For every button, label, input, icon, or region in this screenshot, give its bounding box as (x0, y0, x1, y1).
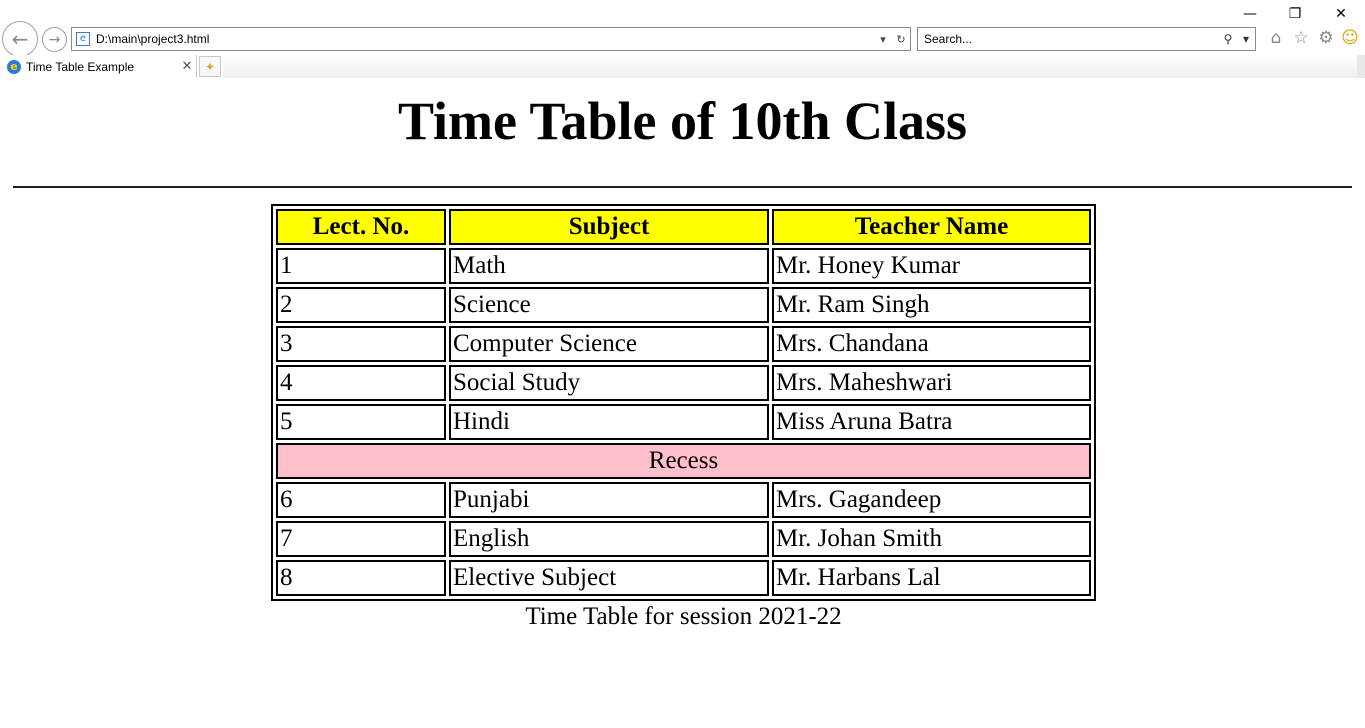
page-title: Time Table of 10th Class (397, 91, 968, 151)
teacher-cell: Mr. Honey Kumar (772, 248, 1091, 284)
subject-cell: Elective Subject (449, 560, 769, 596)
subject-cell: Hindi (449, 404, 769, 440)
lect-no-cell: 4 (276, 365, 446, 401)
tab-bar (0, 55, 1365, 78)
restore-button[interactable] (1273, 2, 1317, 26)
recess-row (276, 443, 1091, 479)
subject-cell: Math (449, 248, 769, 284)
lect-no-cell: 7 (276, 521, 446, 557)
table-row (276, 248, 1091, 284)
subject-cell: Social Study (449, 365, 769, 401)
table-row (276, 365, 1091, 401)
subject-cell: English (449, 521, 769, 557)
forward-icon: → (48, 31, 61, 48)
tab-title: Time Table Example (26, 59, 135, 74)
subject-cell: Punjabi (449, 482, 769, 518)
teacher-cell: Mr. Johan Smith (772, 521, 1091, 557)
header-subject: Subject (449, 209, 769, 245)
teacher-cell: Mr. Harbans Lal (772, 560, 1091, 596)
lect-no-cell: 5 (276, 404, 446, 440)
subject-cell: Science (449, 287, 769, 323)
new-tab-icon: ✦ (204, 59, 216, 74)
header-lect-no: Lect. No. (276, 209, 446, 245)
search-box[interactable] (917, 27, 1256, 51)
lect-no-cell: 8 (276, 560, 446, 596)
table-header-row (276, 209, 1091, 245)
teacher-cell: Mrs. Gagandeep (772, 482, 1091, 518)
search-dropdown-icon[interactable]: ▾ (1242, 32, 1250, 46)
refresh-icon[interactable]: ↻ (896, 32, 906, 46)
close-icon: ✕ (1335, 6, 1347, 22)
restore-icon: ❐ (1288, 6, 1302, 22)
table-row (276, 560, 1091, 596)
horizontal-rule (13, 186, 1352, 188)
favorites-star-icon[interactable]: ☆ (1293, 28, 1309, 48)
table-row (276, 326, 1091, 362)
minimize-button[interactable] (1228, 2, 1272, 26)
back-button[interactable] (2, 21, 38, 57)
settings-gear-icon[interactable]: ⚙ (1318, 28, 1334, 48)
teacher-cell: Mrs. Maheshwari (772, 365, 1091, 401)
back-icon: ← (11, 27, 29, 51)
smiley-feedback-icon[interactable]: ☺ (1341, 28, 1359, 48)
table-row (276, 287, 1091, 323)
browser-chrome (0, 0, 1365, 78)
forward-button[interactable] (42, 27, 67, 52)
new-tab-button[interactable] (199, 56, 221, 77)
table-row (276, 482, 1091, 518)
page-content (0, 78, 1365, 728)
lect-no-cell: 1 (276, 248, 446, 284)
lect-no-cell: 6 (276, 482, 446, 518)
table-caption: Time Table for session 2021-22 (525, 603, 842, 630)
time-table (271, 204, 1096, 632)
address-dropdown-icon[interactable]: ▾ (880, 32, 886, 46)
tab-close-icon[interactable]: ✕ (181, 59, 193, 74)
tab-time-table-example[interactable] (0, 55, 197, 78)
window-close-button[interactable] (1319, 2, 1363, 26)
lect-no-cell: 3 (276, 326, 446, 362)
lect-no-cell: 2 (276, 287, 446, 323)
search-input[interactable] (918, 29, 1219, 49)
teacher-cell: Mrs. Chandana (772, 326, 1091, 362)
table-row (276, 521, 1091, 557)
teacher-cell: Miss Aruna Batra (772, 404, 1091, 440)
subject-cell: Computer Science (449, 326, 769, 362)
page-file-icon: e (76, 32, 90, 46)
search-icon[interactable]: ⚲ (1223, 32, 1233, 46)
recess-cell: Recess (276, 443, 1091, 479)
table-row (276, 404, 1091, 440)
minimize-icon: — (1243, 6, 1257, 22)
header-teacher-name: Teacher Name (772, 209, 1091, 245)
home-icon[interactable]: ⌂ (1270, 28, 1282, 48)
scrollbar-edge[interactable] (1357, 55, 1365, 78)
ie-favicon-icon: e (7, 60, 21, 74)
teacher-cell: Mr. Ram Singh (772, 287, 1091, 323)
address-url[interactable]: D:\main\project3.html (96, 32, 210, 46)
address-bar[interactable] (71, 27, 911, 51)
